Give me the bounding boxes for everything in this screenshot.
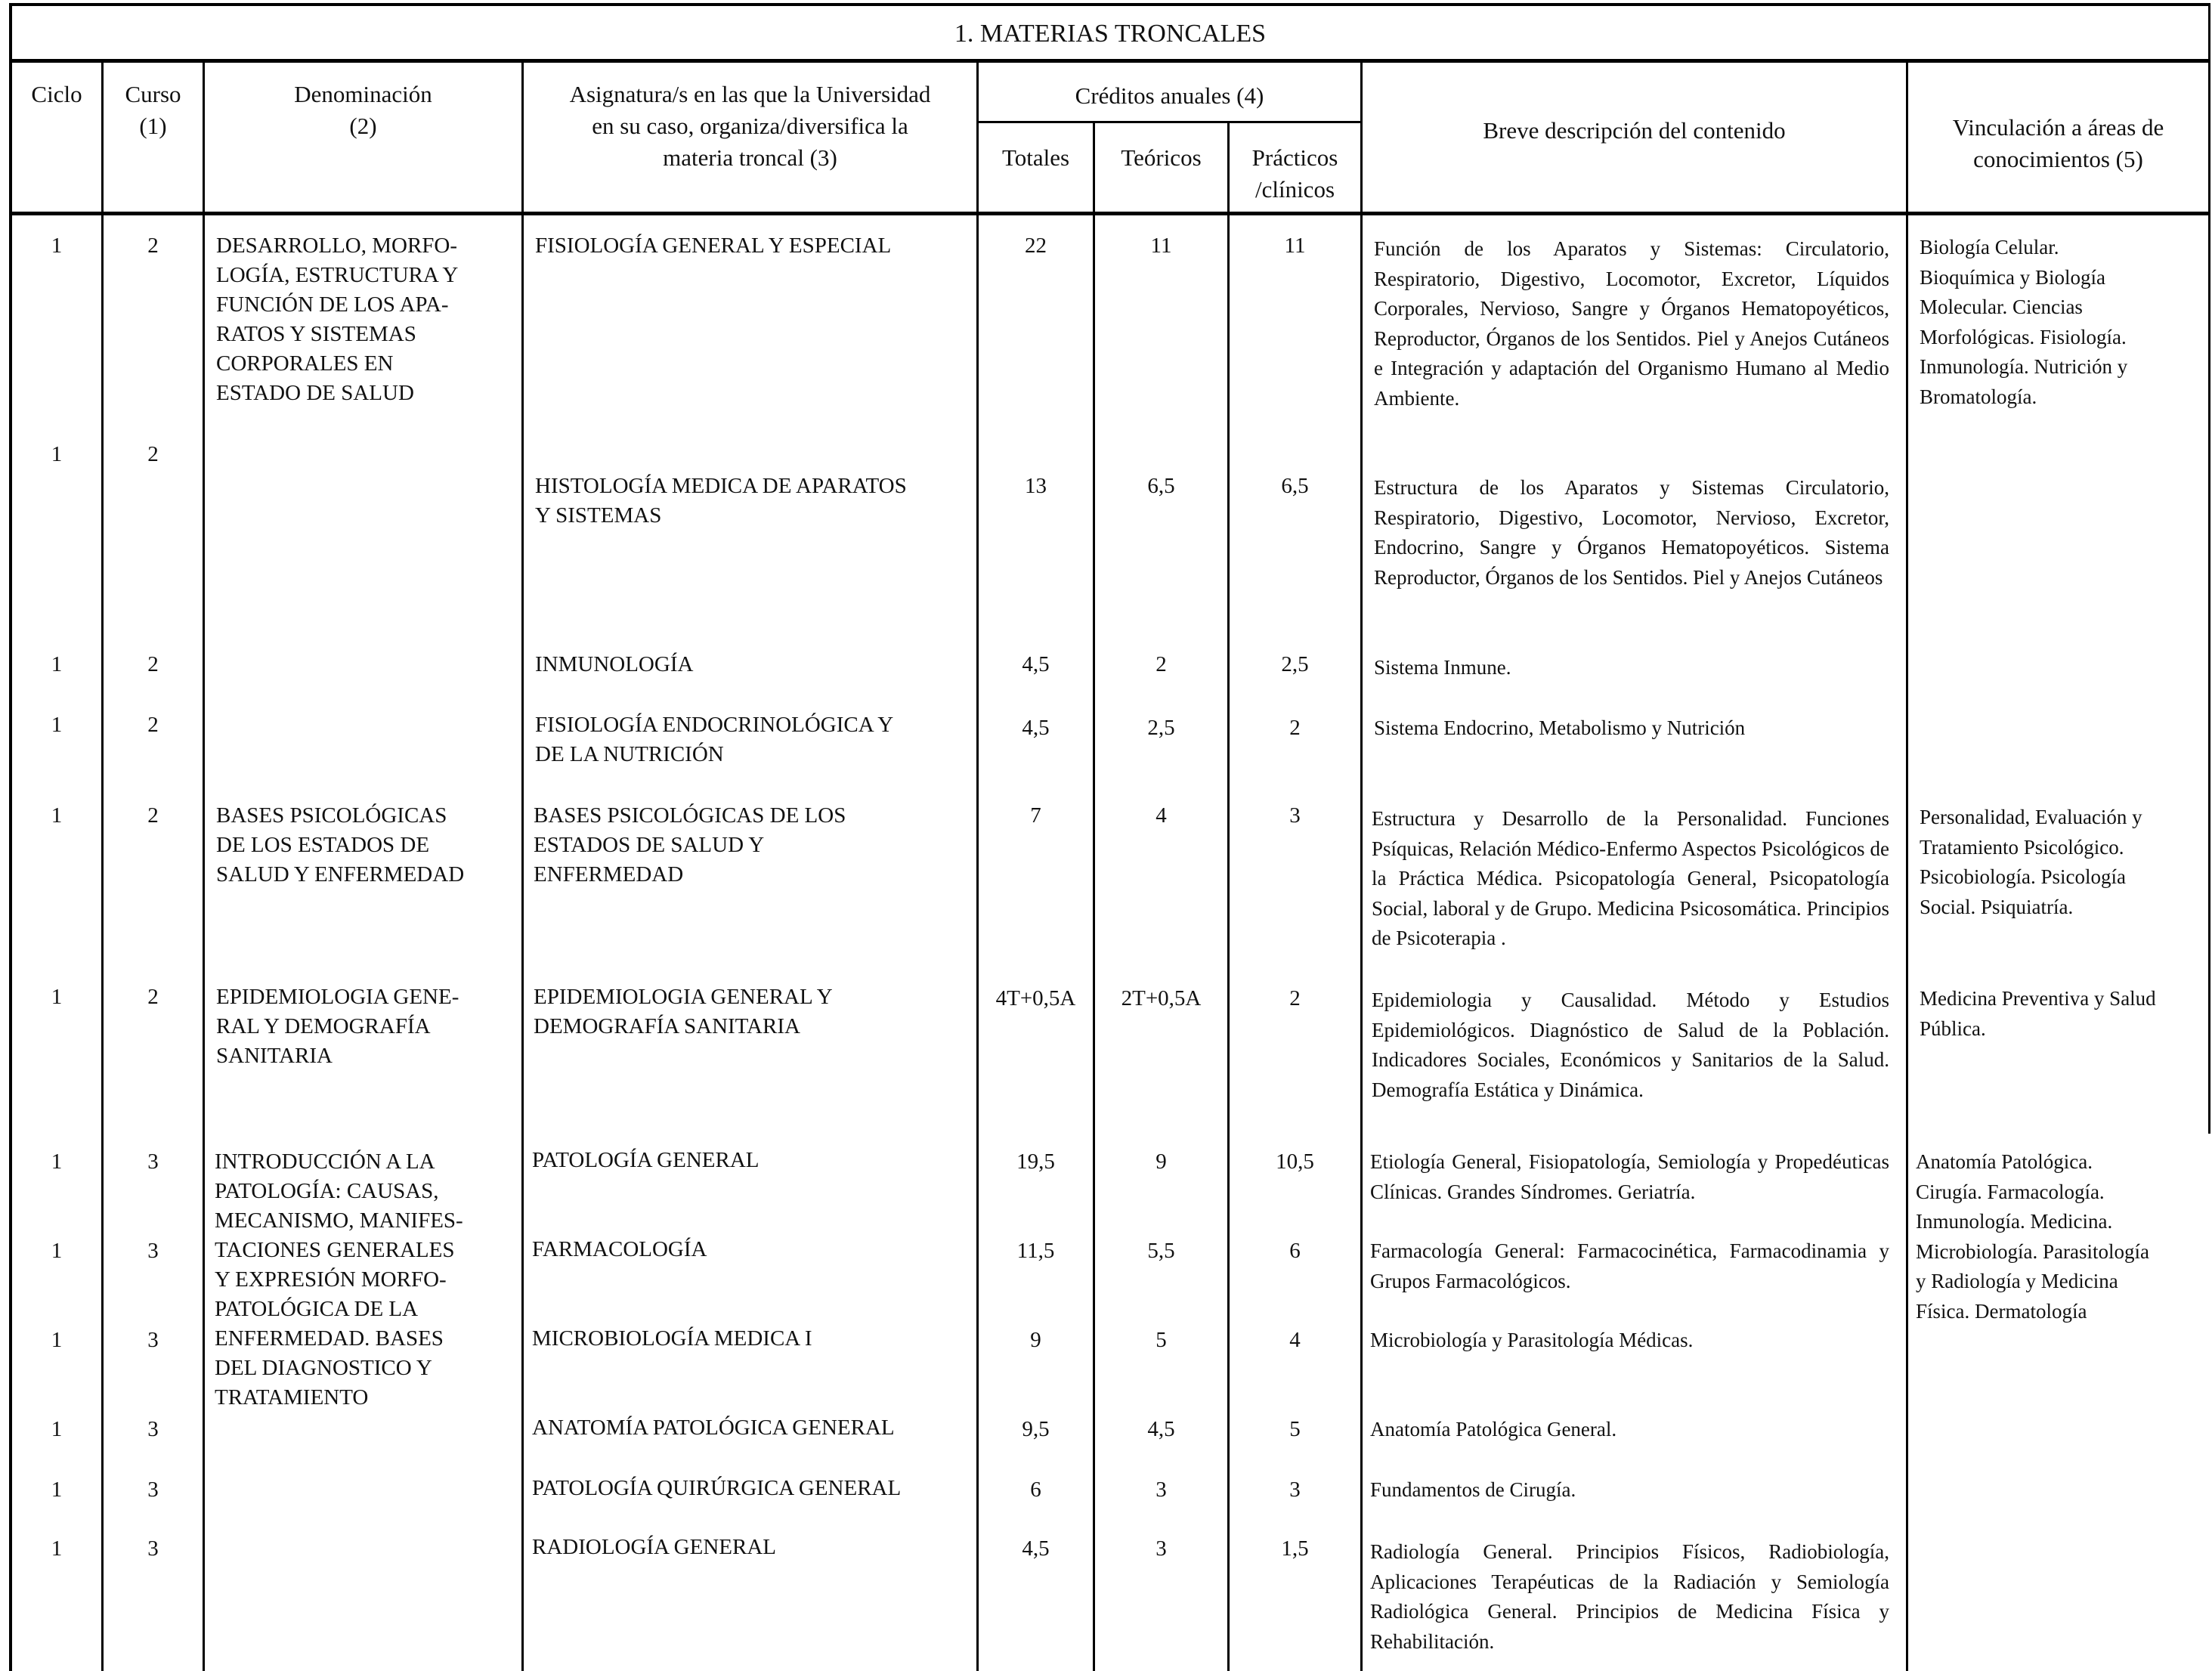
- header-descripcion: Breve descripción del contenido: [1483, 117, 1786, 144]
- rule-col-descripcion: [1360, 60, 1363, 1671]
- descripcion-cell: Radiología General. Principios Físicos, Radiobiología, Aplicaciones Terapéuticas de la Radiación y Semiología Radiológica General. Principios de Medicina Física y Rehabilitación.: [1370, 1540, 1889, 1653]
- teoricos-cell: 11: [1150, 234, 1172, 258]
- vinculacion-cell: Personalidad, Evaluación y Tratamiento Psicológico. Psicobiología. Psicología Social. Psiquiatría.: [1920, 806, 2142, 918]
- totales-cell: 7: [1030, 803, 1041, 828]
- rule-title-bottom: [9, 59, 2210, 63]
- header-teoricos: Teóricos: [1121, 144, 1202, 171]
- curso-cell: 2: [147, 652, 159, 676]
- asignatura-cell: PATOLOGÍA QUIRÚRGICA GENERAL: [532, 1476, 902, 1500]
- ciclo-cell: 1: [51, 1328, 63, 1352]
- asignatura-cell: EPIDEMIOLOGIA GENERAL Y DEMOGRAFÍA SANITARIA: [534, 985, 833, 1038]
- practicos-cell: 1,5: [1281, 1536, 1309, 1561]
- totales-cell: 13: [1025, 474, 1047, 498]
- descripcion-cell: Microbiología y Parasitología Médicas.: [1370, 1329, 1694, 1351]
- totales-cell: 9,5: [1022, 1417, 1050, 1441]
- vinculacion-cell: Biología Celular. Bioquímica y Biología Molecular. Ciencias Morfológicas. Fisiología. Inmunología. Nutrición y Bromatología.: [1920, 236, 2128, 408]
- teoricos-cell: 5,5: [1147, 1239, 1175, 1263]
- ciclo-cell: 1: [51, 1150, 63, 1174]
- totales-cell: 4T+0,5A: [995, 986, 1076, 1010]
- teoricos-cell: 2,5: [1147, 716, 1175, 740]
- curso-cell: 2: [147, 234, 159, 258]
- totales-cell: 4,5: [1022, 1536, 1050, 1561]
- ciclo-cell: 1: [51, 1478, 63, 1502]
- denominacion-cell: BASES PSICOLÓGICAS DE LOS ESTADOS DE SALUD Y ENFERMEDAD: [216, 803, 465, 887]
- curso-cell: 3: [147, 1239, 159, 1263]
- practicos-cell: 5: [1289, 1417, 1301, 1441]
- curso-cell: 3: [147, 1536, 159, 1561]
- asignatura-cell: INMUNOLOGÍA: [535, 652, 694, 676]
- rule-header-bottom: [9, 212, 2210, 215]
- descripcion-cell: Etiología General, Fisiopatología, Semiología y Propedéuticas Clínicas. Grandes Síndromes. Geriatría.: [1370, 1150, 1889, 1203]
- header-creditos: Créditos anuales (4): [1075, 82, 1264, 109]
- ciclo-cell: 1: [51, 1417, 63, 1441]
- descripcion-cell: Función de los Aparatos y Sistemas: Circulatorio, Respiratorio, Digestivo, Locomotor, Excretor, Líquidos Corporales, Nervioso, Sangre y Órganos Hematopoyéticos, Reproductor, Órganos de los Sentidos. Piel y Anejos Cutáneos e Integración y adaptación del Organismo Humano al Medio Ambiente.: [1374, 237, 1889, 410]
- table-title: 1. MATERIAS TRONCALES: [954, 20, 1267, 48]
- vinculacion-cell: Medicina Preventiva y Salud Pública.: [1920, 987, 2156, 1040]
- totales-cell: 19,5: [1016, 1150, 1055, 1174]
- rule-right: [2208, 3, 2210, 1134]
- denominacion-cell: DESARROLLO, MORFO- LOGÍA, ESTRUCTURA Y FUNCIÓN DE LOS APA- RATOS Y SISTEMAS CORPORALES EN ESTADO DE SALUD: [216, 234, 459, 405]
- totales-cell: 9: [1030, 1328, 1041, 1352]
- totales-cell: 22: [1025, 234, 1047, 258]
- curso-cell: 2: [147, 713, 159, 737]
- ciclo-cell: 1: [51, 985, 63, 1009]
- teoricos-cell: 4,5: [1147, 1417, 1175, 1441]
- rule-col-vinculacion: [1906, 60, 1908, 1671]
- curso-cell: 3: [147, 1328, 159, 1352]
- totales-cell: 4,5: [1022, 652, 1050, 676]
- teoricos-cell: 5: [1155, 1328, 1167, 1352]
- header-curso: Curso (1): [125, 81, 181, 139]
- ciclo-cell: 1: [51, 1239, 63, 1263]
- descripcion-cell: Estructura y Desarrollo de la Personalidad. Funciones Psíquicas, Relación Médico-Enfermo Aspectos Psicológicos de la Práctica Médica. Psicopatología General, Psicopatología Social, laboral y de Grupo. Medicina Psicosomática. Principios de Psicoterapia .: [1372, 807, 1889, 949]
- descripcion-cell: Sistema Inmune.: [1374, 656, 1511, 679]
- asignatura-cell: BASES PSICOLÓGICAS DE LOS ESTADOS DE SALUD Y ENFERMEDAD: [534, 803, 846, 887]
- curso-cell: 2: [147, 442, 159, 466]
- descripcion-cell: Sistema Endocrino, Metabolismo y Nutrición: [1374, 716, 1746, 739]
- header-ciclo: Ciclo: [31, 81, 82, 107]
- descripcion-cell: Anatomía Patológica General.: [1370, 1418, 1617, 1440]
- asignatura-cell: MICROBIOLOGÍA MEDICA I: [532, 1326, 812, 1351]
- teoricos-cell: 6,5: [1147, 474, 1175, 498]
- header-vinculacion: Vinculación a áreas de conocimientos (5): [1952, 114, 2164, 172]
- teoricos-cell: 9: [1155, 1150, 1167, 1174]
- curso-cell: 3: [147, 1478, 159, 1502]
- teoricos-cell: 3: [1155, 1536, 1167, 1561]
- practicos-cell: 2,5: [1281, 652, 1309, 676]
- curso-cell: 3: [147, 1150, 159, 1174]
- asignatura-cell: FARMACOLOGÍA: [532, 1237, 707, 1261]
- practicos-cell: 6: [1289, 1239, 1301, 1263]
- ciclo-cell: 1: [51, 234, 63, 258]
- curso-cell: 2: [147, 985, 159, 1009]
- descripcion-cell: Farmacología General: Farmacocinética, Farmacodinamia y Grupos Farmacológicos.: [1370, 1239, 1889, 1292]
- asignatura-cell: PATOLOGÍA GENERAL: [532, 1148, 760, 1172]
- curso-cell: 2: [147, 803, 159, 828]
- rule-top: [9, 3, 2210, 6]
- header-asignatura: Asignatura/s en las que la Universidad en su caso, organiza/diversifica la materia troncal (3): [569, 81, 931, 171]
- ciclo-cell: 1: [51, 652, 63, 676]
- teoricos-cell: 2: [1155, 652, 1167, 676]
- ciclo-cell: 1: [51, 1536, 63, 1561]
- descripcion-cell: Epidemiologia y Causalidad. Método y Estudios Epidemiológicos. Diagnóstico de Salud de la Población. Indicadores Sociales, Económicos y Sanitarios de la Salud. Demografía Estática y Dinámica.: [1372, 989, 1889, 1101]
- practicos-cell: 2: [1289, 986, 1301, 1010]
- practicos-cell: 3: [1289, 1478, 1301, 1502]
- practicos-cell: 3: [1289, 803, 1301, 828]
- rule-creditos-sub: [976, 121, 1360, 123]
- asignatura-cell: FISIOLOGÍA ENDOCRINOLÓGICA Y DE LA NUTRICIÓN: [535, 713, 894, 766]
- denominacion-cell: INTRODUCCIÓN A LA PATOLOGÍA: CAUSAS, MECANISMO, MANIFES- TACIONES GENERALES Y EXPRESIÓN MORFO- PATOLÓGICA DE LA ENFERMEDAD. BASES DEL DIAGNOSTICO Y TRATAMIENTO: [215, 1150, 463, 1410]
- teoricos-cell: 3: [1155, 1478, 1167, 1502]
- teoricos-cell: 2T+0,5A: [1121, 986, 1202, 1010]
- asignatura-cell: FISIOLOGÍA GENERAL Y ESPECIAL: [535, 234, 892, 258]
- denominacion-cell: EPIDEMIOLOGIA GENE- RAL Y DEMOGRAFÍA SANITARIA: [216, 985, 459, 1068]
- practicos-cell: 6,5: [1281, 474, 1309, 498]
- asignatura-cell: HISTOLOGÍA MEDICA DE APARATOS Y SISTEMAS: [535, 474, 907, 528]
- header-denominacion: Denominación (2): [294, 81, 432, 139]
- totales-cell: 6: [1030, 1478, 1041, 1502]
- header-practicos: Prácticos /clínicos: [1251, 144, 1338, 203]
- teoricos-cell: 4: [1155, 803, 1167, 828]
- asignatura-cell: RADIOLOGÍA GENERAL: [532, 1535, 776, 1559]
- asignatura-cell: ANATOMÍA PATOLÓGICA GENERAL: [532, 1416, 895, 1440]
- ciclo-cell: 1: [51, 442, 63, 466]
- ciclo-cell: 1: [51, 803, 63, 828]
- practicos-cell: 4: [1289, 1328, 1301, 1352]
- practicos-cell: 11: [1284, 234, 1306, 258]
- vinculacion-cell: Anatomía Patológica. Cirugía. Farmacología. Inmunología. Medicina. Microbiología. Parasitología y Radiología y Medicina Física. Dermatología: [1916, 1150, 2149, 1323]
- rule-col-denominacion: [203, 60, 205, 1671]
- ciclo-cell: 1: [51, 713, 63, 737]
- rule-col-asignatura: [521, 60, 524, 1671]
- descripcion-cell: Fundamentos de Cirugía.: [1370, 1478, 1576, 1501]
- totales-cell: 4,5: [1022, 716, 1050, 740]
- totales-cell: 11,5: [1016, 1239, 1055, 1263]
- header-totales: Totales: [1001, 144, 1070, 171]
- practicos-cell: 2: [1289, 716, 1301, 740]
- descripcion-cell: Estructura de los Aparatos y Sistemas Circulatorio, Respiratorio, Digestivo, Locomotor, Nervioso, Excretor, Endocrino, Sangre y Órganos Hematopoyéticos. Sistema Reproductor, Órganos de los Sentidos. Piel y Anejos Cutáneos: [1374, 476, 1889, 589]
- curso-cell: 3: [147, 1417, 159, 1441]
- practicos-cell: 10,5: [1276, 1150, 1314, 1174]
